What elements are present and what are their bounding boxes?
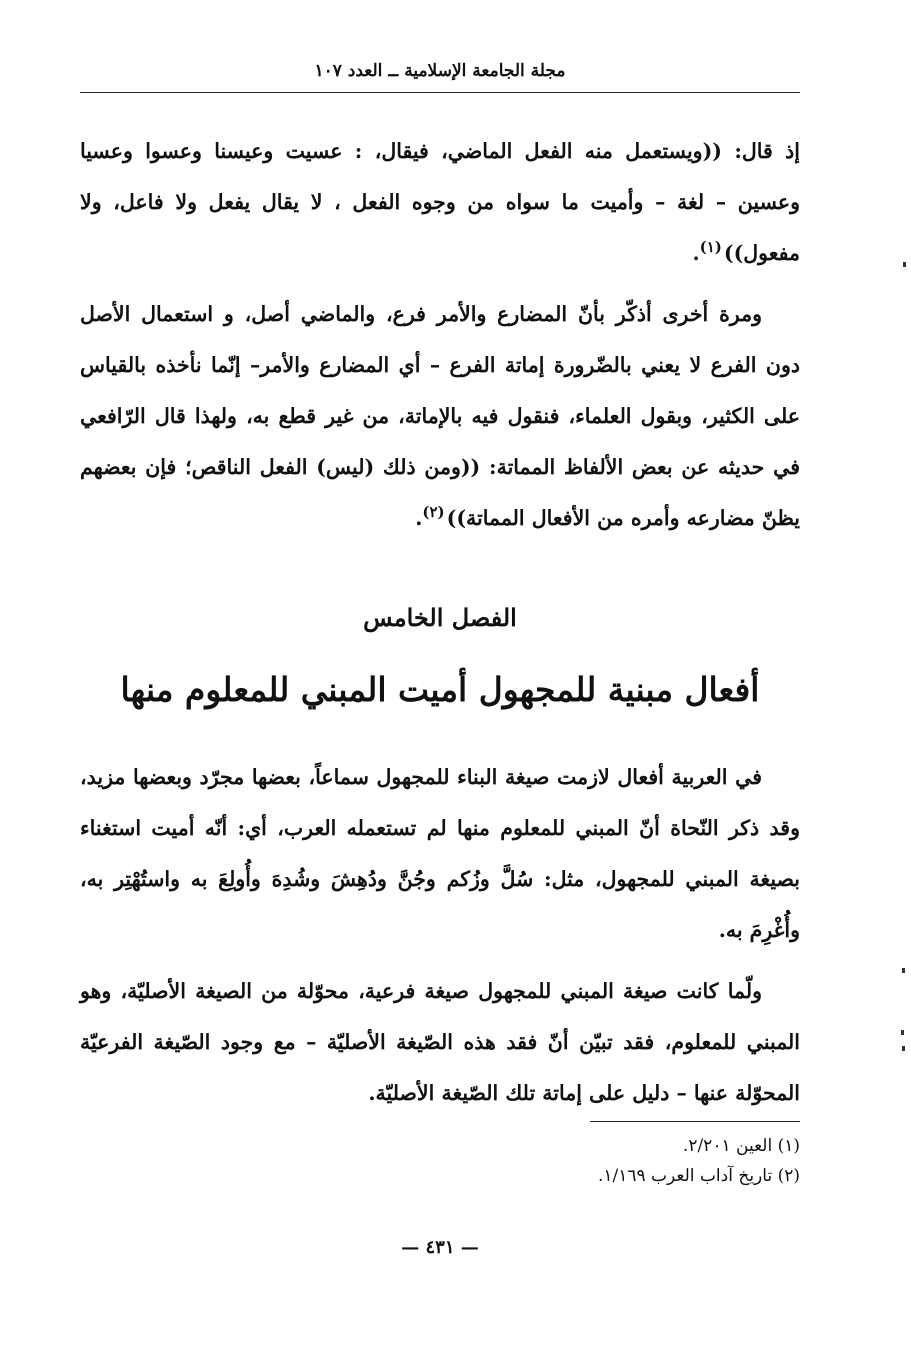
section-2 [80, 752, 800, 1119]
page-number-dash-left: — [460, 1237, 479, 1258]
paragraph-conclusion: ولّما كانت صيغة المبني للمجهول صيغة فرعية، محوّلة من الصيغة الأصليّة، وهو المبني للمعلوم، فقد تبيّن أنّ فقد هذه الصّيغة الأصليّة – مع وجود الصّيغة الفرعيّة المحوّلة عنها – دليل على إماتة تلك الصّيغة الأصليّة. [80, 979, 800, 1105]
paragraph-quote-2: ومرة أخرى أذكّر بأنّ المضارع والأمر فرع، والماضي أصل، و استعمال الأصل دون الفرع لا يعني بالضّرورة إماتة الفرع – أي المضارع والأمر– إنّما نأخذه بالقياس على الكثير، وبقول العلماء، فنقول فيه بالإماتة، من غير قطع به، ولهذا قال الرّافعي في حديثه عن بعض الألفاظ المماتة: ((ومن ذلك (ليس) الفعل الناقص؛ فإن بعضهم يظنّ مضارعه وأمره من الأفعال المماتة))$^{(٢)}$. [80, 302, 800, 530]
paragraph-text: إذ قال: ((ويستعمل منه الفعل الماضي، فيقال، : عسيت وعيسنا وعسوا وعسيا وعسين – لغة – وأميت ما سواه من وجوه الفعل ، لا يقال يفعل ولا فاعل، ولا مفعول)) [80, 139, 800, 265]
section-1 [80, 126, 800, 544]
header-rule [80, 92, 800, 93]
page-number-line [80, 1233, 800, 1263]
footnote-2: (٢) تاريخ آداب العرب ١/١٦٩. [597, 1166, 800, 1186]
chapter-title: أفعال مبنية للمجهول أميت المبني للمعلوم منها [120, 670, 760, 709]
footnotes [80, 1131, 800, 1191]
footnote-1: (١) العين ٢/٢٠١. [682, 1136, 800, 1156]
paragraph-intro: في العربية أفعال لازمت صيغة البناء للمجهول سماعاً، بعضها مجرّد وبعضها مزيد، وقد ذكر النّحاة أنّ المبني للمعلوم منها لم تستعمله العرب، أي: أنّه أميت استغناء بصيغة المبني للمجهول، مثل: سُلَّ وزُكم وجُنَّ ودُهِشَ وشُدِهَ وأُولِعَ به واستُهْتِر به، وأُغْرِمَ به. [80, 765, 800, 942]
scan-speck [903, 262, 906, 267]
page-number-dash-right: — [401, 1237, 420, 1258]
footnote-ref-2[interactable]: (٢) [422, 503, 445, 522]
scan-speck [901, 1030, 904, 1035]
paragraph-quote-1: إذ قال: ((ويستعمل منه الفعل الماضي، فيقال، : عسيت وعيسنا وعسوا وعسيا وعسين – لغة – وأميت ما سواه من وجوه الفعل ، لا يقال يفعل ولا فاعل، ولا مفعول))$^{(١)}$. [80, 139, 800, 265]
scan-speck [902, 968, 905, 973]
scan-speck [902, 1046, 905, 1051]
page-number: ٤٣١ [425, 1237, 455, 1258]
footnote-ref-1[interactable]: (١) [699, 238, 722, 257]
chapter-label: الفصل الخامس [363, 603, 517, 632]
paragraph-text: ومرة أخرى أذكّر بأنّ المضارع والأمر فرع، والماضي أصل، و استعمال الأصل دون الفرع لا يعني بالضّرورة إماتة الفرع – أي المضارع والأمر– إنّما نأخذه بالقياس على الكثير، وبقول العلماء، فنقول فيه بالإماتة، من غير قطع به، ولهذا قال الرّافعي في حديثه عن بعض الألفاظ المماتة: ((ومن ذلك (ليس) الفعل الناقص؛ فإن بعضهم يظنّ مضارعه وأمره من الأفعال المماتة)) [80, 302, 800, 530]
running-header: مجلة الجامعة الإسلامية ــ العدد ١٠٧ [314, 61, 566, 81]
footnote-rule [590, 1121, 800, 1122]
